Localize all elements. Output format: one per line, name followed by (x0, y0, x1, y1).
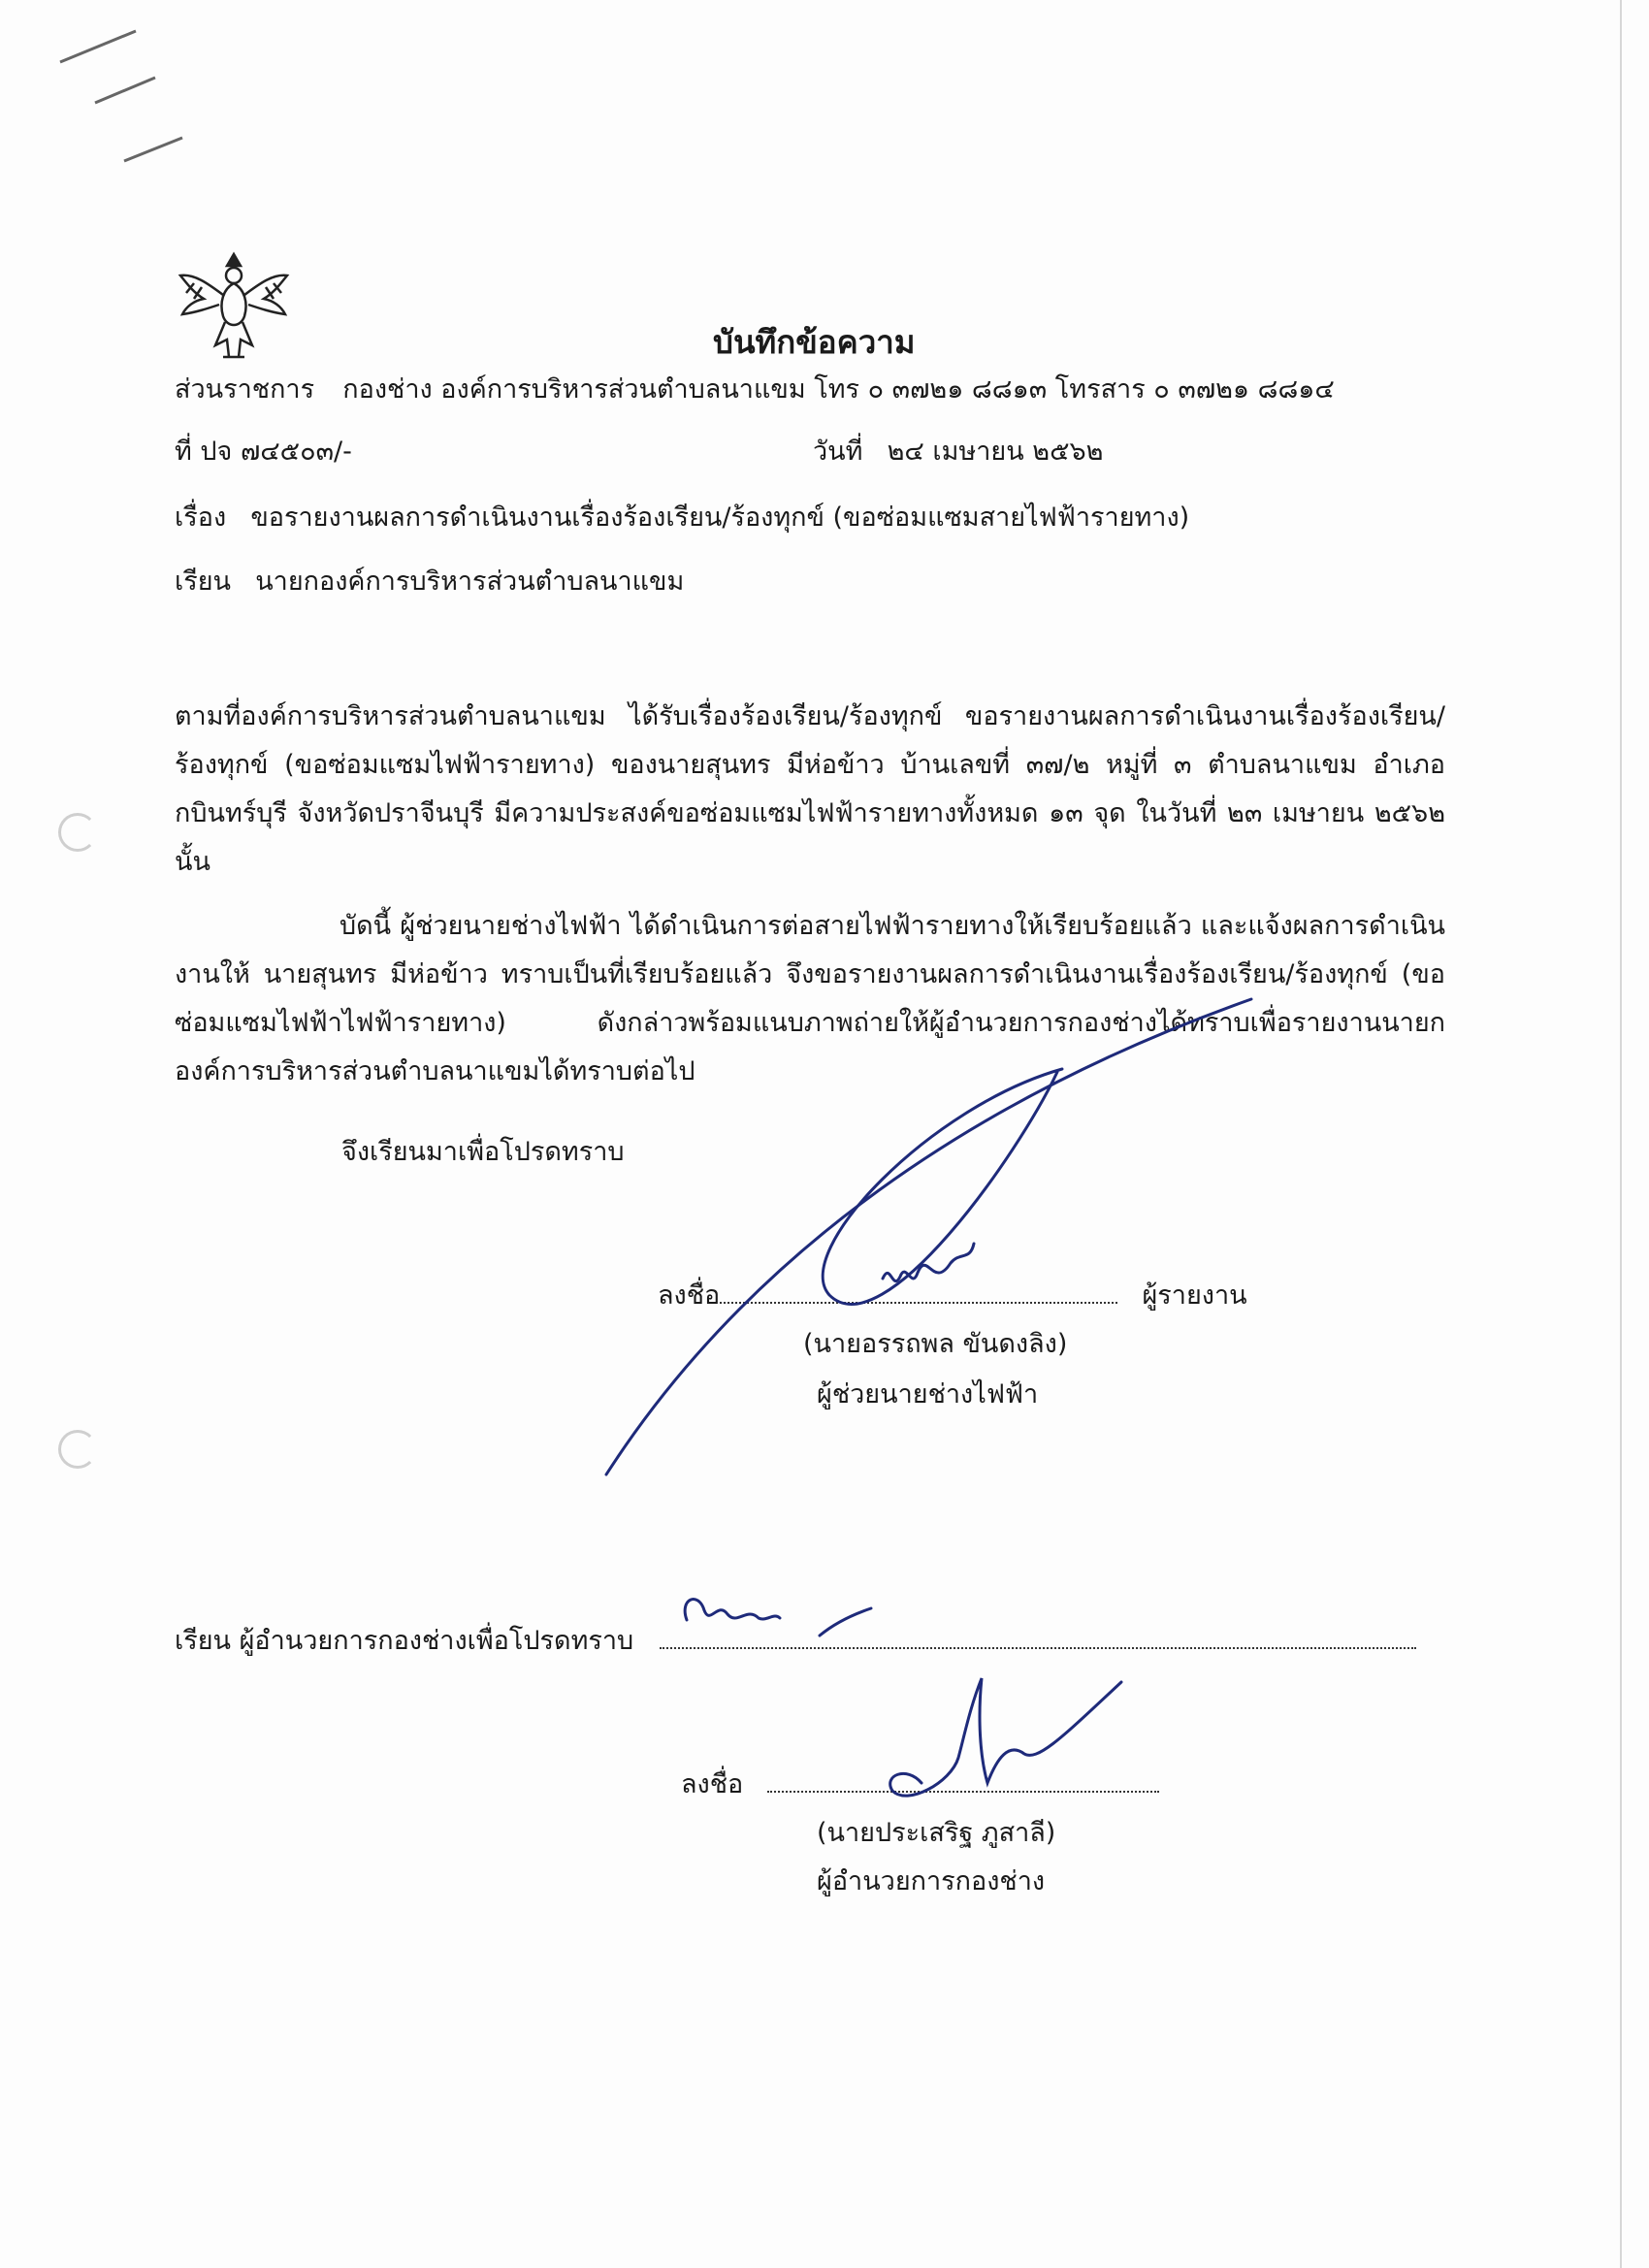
reporter-position: ผู้ช่วยนายช่างไฟฟ้า (817, 1379, 1039, 1409)
subject-value: ขอรายงานผลการดำเนินงานเรื่องร้องเรียน/ร้องทุกข์ (ขอซ่อมแซมสายไฟฟ้ารายทาง) (250, 502, 1190, 533)
reporter-signature-sweep (606, 999, 1251, 1474)
reporter-role-suffix: ผู้รายงาน (1142, 1280, 1247, 1311)
body-paragraph-2: บัดนี้ ผู้ช่วยนายช่างไฟฟ้า ได้ดำเนินการต่อสายไฟฟ้ารายทางให้เรียบร้อยแล้ว และแจ้งผลการดำเนินงานให้ นายสุนทร มีห่อข้าว ทราบเป็นที่เรียบร้อยแล้ว จึงขอรายงานผลการดำเนินงานเรื่องร้องเรียน/ร้องทุกข์ (ขอซ่อมแซมไฟฟ้าไฟฟ้ารายทาง) ดังกล่าวพร้อมแนบภาพถ่ายให้ผู้อำนวยการกองช่างได้ทราบเพื่อรายงานนายกองค์การบริหารส่วนตำบลนาแขมได้ทราบต่อไป (175, 911, 1445, 1086)
endorsement-dash (820, 1608, 871, 1636)
reporter-name: (นายอรรถพล ขันดงลิง) (803, 1329, 1068, 1359)
addressee-value: นายกองค์การบริหารส่วนตำบลนาแขม (255, 567, 685, 597)
reporter-signature-loop (823, 1069, 1062, 1304)
closing-line: จึงเรียนมาเพื่อโปรดทราบ (341, 1137, 625, 1167)
endorsement-text: เรียน ผู้อำนวยการกองช่างเพื่อโปรดทราบ (175, 1626, 634, 1656)
subject-label: เรื่อง (175, 502, 227, 533)
reference-label: ที่ (175, 437, 192, 467)
date-label: วันที่ (813, 437, 863, 467)
addressee-label: เรียน (175, 567, 232, 597)
reference-value: ปจ ๗๔๕๐๓/- (200, 437, 352, 467)
memo-title: บันทึกข้อความ (713, 323, 916, 361)
endorsement-initial-mark (685, 1600, 780, 1620)
date-value: ๒๔ เมษายน ๒๕๖๒ (887, 437, 1104, 467)
reporter-signature-initials (883, 1244, 974, 1281)
agency-value: กองช่าง องค์การบริหารส่วนตำบลนาแขม โทร ๐ ๓๗๒๑ ๘๘๑๓ โทรสาร ๐ ๓๗๒๑ ๘๘๑๔ (342, 374, 1335, 405)
body-paragraph-1: ตามที่องค์การบริหารส่วนตำบลนาแขม ได้รับเรื่องร้องเรียน/ร้องทุกข์ ขอรายงานผลการดำเนินงานเรื่องร้องเรียน/ร้องทุกข์ (ขอซ่อมแซมไฟฟ้ารายทาง) ของนายสุนทร มีห่อข้าว บ้านเลขที่ ๓๗/๒ หมู่ที่ ๓ ตำบลนาแขม อำเภอกบินทร์บุรี จังหวัดปราจีนบุรี มีความประสงค์ขอซ่อมแซมไฟฟ้ารายทางทั้งหมด ๑๓ จุด ในวันที่ ๒๓ เมษายน ๒๕๖๒ นั้น (175, 701, 1445, 877)
director-signature (890, 1678, 1121, 1796)
director-name: (นายประเสริฐ ภูสาลี) (817, 1818, 1056, 1848)
director-position: ผู้อำนวยการกองช่าง (817, 1866, 1046, 1896)
reporter-sign-label: ลงชื่อ (658, 1280, 721, 1311)
agency-label: ส่วนราชการ (175, 374, 315, 405)
director-sign-label: ลงชื่อ (681, 1769, 744, 1799)
